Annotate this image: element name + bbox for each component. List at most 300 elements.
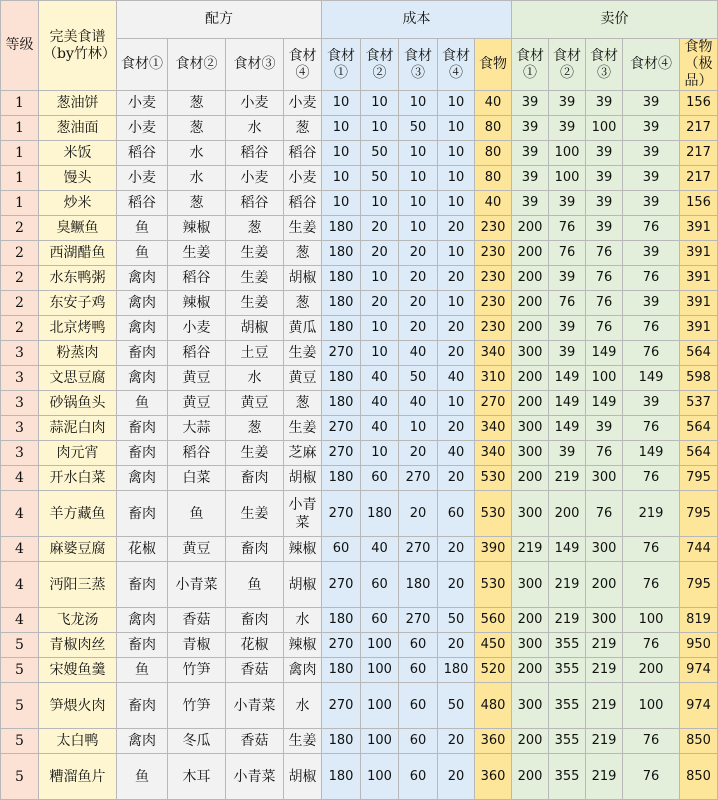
cell-recipe-ing-3: 生姜 (226, 266, 284, 291)
cell-level: 1 (1, 191, 39, 216)
cell-cost-ing-2: 60 (361, 466, 399, 491)
cell-recipe-ing-3: 葱 (226, 416, 284, 441)
cell-sell-ing-1: 39 (512, 191, 549, 216)
cell-sell-ing-1: 200 (512, 216, 549, 241)
cell-cost-ing-4: 20 (438, 537, 475, 562)
cell-cost-ing-1: 180 (322, 216, 361, 241)
cell-dish-name: 肉元宵 (39, 441, 117, 466)
cell-level: 5 (1, 683, 39, 729)
cell-cost-ing-1: 180 (322, 608, 361, 633)
cell-cost-ing-2: 10 (361, 341, 399, 366)
cell-cost-ing-1: 270 (322, 416, 361, 441)
cell-cost-ing-1: 10 (322, 141, 361, 166)
cell-level: 3 (1, 416, 39, 441)
cell-sell-premium: 156 (680, 191, 718, 216)
cell-recipe-ing-2: 白菜 (168, 466, 226, 491)
cell-cost-ing-3: 20 (399, 441, 438, 466)
cell-cost-ing-2: 20 (361, 291, 399, 316)
cell-sell-ing-3: 100 (586, 366, 623, 391)
cell-cost-food: 40 (475, 191, 512, 216)
cell-cost-food: 40 (475, 91, 512, 116)
table-row (1, 266, 718, 291)
cell-sell-ing-1: 300 (512, 562, 549, 608)
cell-sell-ing-4: 76 (623, 216, 680, 241)
table-row (1, 416, 718, 441)
cell-sell-ing-4: 76 (623, 633, 680, 658)
cell-recipe-ing-3: 小麦 (226, 91, 284, 116)
cell-sell-ing-3: 219 (586, 683, 623, 729)
header-recipe-ing-2: 食材② (168, 39, 226, 91)
cell-recipe-ing-1: 稻谷 (117, 191, 168, 216)
cell-sell-premium: 795 (680, 562, 718, 608)
cell-cost-ing-3: 10 (399, 166, 438, 191)
cell-cost-ing-3: 10 (399, 91, 438, 116)
cell-cost-ing-2: 20 (361, 241, 399, 266)
cell-cost-food: 80 (475, 116, 512, 141)
cell-sell-ing-4: 39 (623, 291, 680, 316)
cell-cost-ing-1: 270 (322, 633, 361, 658)
cell-sell-ing-4: 39 (623, 241, 680, 266)
cell-cost-food: 340 (475, 416, 512, 441)
cell-sell-ing-4: 76 (623, 466, 680, 491)
cell-cost-food: 360 (475, 729, 512, 754)
cell-sell-ing-2: 39 (549, 91, 586, 116)
cell-recipe-ing-2: 小麦 (168, 316, 226, 341)
header-sell-ing-1: 食材① (512, 39, 549, 91)
cell-recipe-ing-4: 葱 (284, 391, 322, 416)
cell-sell-ing-1: 200 (512, 658, 549, 683)
cell-dish-name: 宋嫂鱼羹 (39, 658, 117, 683)
cell-cost-ing-1: 270 (322, 491, 361, 537)
cell-sell-premium: 850 (680, 754, 718, 800)
cell-sell-ing-2: 39 (549, 441, 586, 466)
cell-sell-ing-1: 200 (512, 391, 549, 416)
cell-sell-ing-3: 219 (586, 729, 623, 754)
cell-cost-ing-4: 40 (438, 441, 475, 466)
cell-recipe-ing-4: 葱 (284, 116, 322, 141)
cell-sell-ing-2: 39 (549, 116, 586, 141)
cell-sell-ing-1: 200 (512, 754, 549, 800)
cell-cost-food: 340 (475, 341, 512, 366)
cell-dish-name: 太白鸭 (39, 729, 117, 754)
cell-level: 5 (1, 729, 39, 754)
table-row (1, 316, 718, 341)
cell-recipe-ing-2: 竹笋 (168, 683, 226, 729)
cell-dish-name: 水东鸭粥 (39, 266, 117, 291)
header-sell-premium: 食物（极品） (680, 39, 718, 91)
cell-cost-ing-3: 60 (399, 633, 438, 658)
cell-cost-ing-4: 20 (438, 341, 475, 366)
cell-dish-name: 葱油面 (39, 116, 117, 141)
cell-cost-ing-1: 270 (322, 683, 361, 729)
cell-level: 3 (1, 391, 39, 416)
cell-recipe-ing-4: 辣椒 (284, 537, 322, 562)
cell-sell-premium: 564 (680, 441, 718, 466)
cell-sell-ing-3: 300 (586, 466, 623, 491)
cell-recipe-ing-1: 禽肉 (117, 366, 168, 391)
cell-recipe-ing-4: 辣椒 (284, 633, 322, 658)
cell-recipe-ing-1: 鱼 (117, 216, 168, 241)
cell-sell-ing-2: 219 (549, 608, 586, 633)
cell-cost-ing-1: 10 (322, 191, 361, 216)
cell-recipe-ing-4: 生姜 (284, 216, 322, 241)
cell-recipe-ing-3: 稻谷 (226, 141, 284, 166)
header-cost-food: 食物 (475, 39, 512, 91)
cell-sell-ing-1: 300 (512, 491, 549, 537)
cell-recipe-ing-3: 畜肉 (226, 466, 284, 491)
cell-sell-ing-4: 76 (623, 416, 680, 441)
cell-cost-ing-4: 20 (438, 562, 475, 608)
cell-cost-ing-4: 50 (438, 608, 475, 633)
cell-cost-ing-1: 10 (322, 91, 361, 116)
cell-sell-ing-1: 39 (512, 166, 549, 191)
cell-recipe-ing-1: 禽肉 (117, 729, 168, 754)
cell-recipe-ing-1: 禽肉 (117, 266, 168, 291)
cell-recipe-ing-2: 竹笋 (168, 658, 226, 683)
cell-sell-ing-1: 200 (512, 291, 549, 316)
cell-recipe-ing-3: 小麦 (226, 166, 284, 191)
table-row (1, 366, 718, 391)
cell-cost-ing-2: 60 (361, 608, 399, 633)
cell-sell-premium: 564 (680, 341, 718, 366)
cell-cost-ing-2: 10 (361, 91, 399, 116)
cell-recipe-ing-4: 黄瓜 (284, 316, 322, 341)
cell-cost-ing-4: 50 (438, 683, 475, 729)
cell-level: 3 (1, 366, 39, 391)
cell-dish-name: 蒜泥白肉 (39, 416, 117, 441)
cell-cost-ing-4: 10 (438, 241, 475, 266)
cell-level: 1 (1, 166, 39, 191)
header-sell-ing-4: 食材④ (623, 39, 680, 91)
cell-cost-ing-4: 10 (438, 191, 475, 216)
cell-cost-ing-1: 180 (322, 754, 361, 800)
cell-cost-ing-3: 270 (399, 466, 438, 491)
cell-sell-ing-1: 300 (512, 683, 549, 729)
cell-sell-ing-1: 200 (512, 266, 549, 291)
cell-recipe-ing-4: 小青菜 (284, 491, 322, 537)
cell-cost-ing-3: 10 (399, 216, 438, 241)
cell-cost-ing-4: 10 (438, 166, 475, 191)
cell-recipe-ing-3: 畜肉 (226, 608, 284, 633)
cell-sell-ing-1: 200 (512, 729, 549, 754)
cell-sell-ing-2: 100 (549, 141, 586, 166)
cell-dish-name: 粉蒸肉 (39, 341, 117, 366)
table-row (1, 441, 718, 466)
cell-sell-ing-4: 39 (623, 391, 680, 416)
cell-cost-ing-3: 20 (399, 266, 438, 291)
cell-sell-ing-2: 39 (549, 316, 586, 341)
cell-recipe-ing-4: 水 (284, 683, 322, 729)
cell-recipe-ing-1: 禽肉 (117, 608, 168, 633)
cell-sell-ing-2: 76 (549, 291, 586, 316)
header-group-cost: 成本 (322, 1, 512, 39)
cell-cost-ing-2: 40 (361, 537, 399, 562)
cell-sell-premium: 564 (680, 416, 718, 441)
cell-cost-ing-3: 20 (399, 241, 438, 266)
cell-cost-ing-2: 40 (361, 366, 399, 391)
cell-cost-ing-1: 10 (322, 166, 361, 191)
cell-sell-premium: 598 (680, 366, 718, 391)
cell-level: 4 (1, 491, 39, 537)
cell-sell-ing-1: 39 (512, 141, 549, 166)
cell-cost-food: 390 (475, 537, 512, 562)
cell-sell-ing-3: 76 (586, 291, 623, 316)
table-row (1, 241, 718, 266)
cell-cost-ing-3: 20 (399, 291, 438, 316)
cell-sell-ing-3: 39 (586, 216, 623, 241)
cell-recipe-ing-4: 生姜 (284, 416, 322, 441)
cell-recipe-ing-4: 小麦 (284, 166, 322, 191)
cell-cost-ing-4: 10 (438, 116, 475, 141)
cell-recipe-ing-1: 禽肉 (117, 291, 168, 316)
cell-sell-ing-4: 76 (623, 316, 680, 341)
cell-recipe-ing-3: 生姜 (226, 291, 284, 316)
cell-recipe-ing-3: 生姜 (226, 491, 284, 537)
cell-sell-ing-1: 39 (512, 116, 549, 141)
cell-cost-ing-2: 10 (361, 316, 399, 341)
cell-recipe-ing-1: 鱼 (117, 391, 168, 416)
cell-recipe-ing-2: 鱼 (168, 491, 226, 537)
cell-cost-ing-3: 270 (399, 537, 438, 562)
header-cost-ing-1: 食材① (322, 39, 361, 91)
cell-sell-ing-2: 149 (549, 537, 586, 562)
cell-cost-ing-1: 180 (322, 291, 361, 316)
cell-recipe-ing-2: 辣椒 (168, 216, 226, 241)
cell-dish-name: 炒米 (39, 191, 117, 216)
cell-cost-ing-1: 270 (322, 562, 361, 608)
cell-sell-ing-2: 39 (549, 341, 586, 366)
cell-cost-ing-3: 40 (399, 341, 438, 366)
cell-cost-ing-3: 10 (399, 141, 438, 166)
cell-cost-ing-2: 100 (361, 754, 399, 800)
header-group-sell: 卖价 (512, 1, 718, 39)
header-row-groups (1, 1, 718, 39)
cell-cost-food: 230 (475, 316, 512, 341)
cell-cost-food: 230 (475, 291, 512, 316)
cell-level: 1 (1, 141, 39, 166)
cell-cost-ing-1: 180 (322, 729, 361, 754)
cell-sell-ing-3: 76 (586, 241, 623, 266)
cell-sell-ing-4: 76 (623, 754, 680, 800)
cell-sell-premium: 974 (680, 658, 718, 683)
cell-cost-ing-2: 100 (361, 729, 399, 754)
cell-recipe-ing-2: 稻谷 (168, 341, 226, 366)
table-row (1, 166, 718, 191)
cell-sell-ing-2: 76 (549, 241, 586, 266)
cell-sell-ing-3: 149 (586, 341, 623, 366)
cell-cost-ing-2: 40 (361, 416, 399, 441)
cell-recipe-ing-1: 花椒 (117, 537, 168, 562)
cell-recipe-ing-3: 香菇 (226, 658, 284, 683)
cell-sell-ing-3: 300 (586, 608, 623, 633)
cell-level: 4 (1, 537, 39, 562)
cell-cost-ing-1: 10 (322, 116, 361, 141)
cell-sell-ing-3: 76 (586, 316, 623, 341)
cell-sell-ing-3: 39 (586, 91, 623, 116)
cell-sell-ing-1: 300 (512, 441, 549, 466)
cell-recipe-ing-1: 禽肉 (117, 466, 168, 491)
cell-cost-food: 310 (475, 366, 512, 391)
cell-level: 2 (1, 291, 39, 316)
header-recipe-title: 完美食谱（by竹林） (39, 1, 117, 91)
cell-sell-ing-2: 219 (549, 562, 586, 608)
cell-sell-premium: 819 (680, 608, 718, 633)
cell-recipe-ing-4: 胡椒 (284, 466, 322, 491)
cell-sell-ing-4: 76 (623, 562, 680, 608)
cell-recipe-ing-4: 黄豆 (284, 366, 322, 391)
cell-recipe-ing-1: 稻谷 (117, 141, 168, 166)
cell-sell-ing-1: 200 (512, 241, 549, 266)
cell-recipe-ing-1: 畜肉 (117, 683, 168, 729)
cell-sell-premium: 974 (680, 683, 718, 729)
cell-cost-ing-2: 100 (361, 683, 399, 729)
cell-cost-food: 360 (475, 754, 512, 800)
cell-cost-ing-1: 180 (322, 241, 361, 266)
cell-dish-name: 笋煨火肉 (39, 683, 117, 729)
cell-dish-name: 馒头 (39, 166, 117, 191)
cell-sell-ing-2: 355 (549, 754, 586, 800)
cell-cost-ing-1: 180 (322, 658, 361, 683)
cell-recipe-ing-1: 畜肉 (117, 341, 168, 366)
cell-cost-ing-4: 40 (438, 366, 475, 391)
cell-dish-name: 青椒肉丝 (39, 633, 117, 658)
cell-level: 3 (1, 341, 39, 366)
cell-cost-ing-2: 20 (361, 216, 399, 241)
cell-sell-ing-3: 149 (586, 391, 623, 416)
cell-sell-premium: 391 (680, 216, 718, 241)
header-recipe-ing-1: 食材① (117, 39, 168, 91)
cell-sell-ing-3: 39 (586, 141, 623, 166)
cell-sell-ing-4: 100 (623, 608, 680, 633)
cell-sell-ing-2: 355 (549, 633, 586, 658)
cell-sell-ing-3: 76 (586, 441, 623, 466)
cell-sell-ing-2: 149 (549, 391, 586, 416)
table-row (1, 391, 718, 416)
cell-cost-ing-2: 100 (361, 658, 399, 683)
cell-recipe-ing-4: 稻谷 (284, 191, 322, 216)
cell-recipe-ing-1: 鱼 (117, 241, 168, 266)
cell-sell-ing-4: 76 (623, 729, 680, 754)
cell-sell-ing-2: 355 (549, 658, 586, 683)
cell-recipe-ing-4: 生姜 (284, 341, 322, 366)
table-row (1, 91, 718, 116)
cell-recipe-ing-2: 大蒜 (168, 416, 226, 441)
cell-sell-premium: 156 (680, 91, 718, 116)
header-recipe-ing-3: 食材③ (226, 39, 284, 91)
cell-dish-name: 羊方藏鱼 (39, 491, 117, 537)
cell-recipe-ing-1: 鱼 (117, 658, 168, 683)
cell-sell-ing-4: 219 (623, 491, 680, 537)
cell-sell-ing-4: 76 (623, 537, 680, 562)
cell-recipe-ing-2: 小青菜 (168, 562, 226, 608)
cell-level: 5 (1, 754, 39, 800)
cell-level: 2 (1, 216, 39, 241)
cell-recipe-ing-2: 辣椒 (168, 291, 226, 316)
cell-sell-ing-4: 39 (623, 166, 680, 191)
cell-cost-ing-4: 10 (438, 391, 475, 416)
cell-level: 4 (1, 608, 39, 633)
table-row (1, 729, 718, 754)
table-row (1, 216, 718, 241)
cell-dish-name: 砂锅鱼头 (39, 391, 117, 416)
cell-recipe-ing-4: 小麦 (284, 91, 322, 116)
cell-recipe-ing-4: 水 (284, 608, 322, 633)
cell-sell-ing-3: 219 (586, 633, 623, 658)
cell-cost-ing-2: 10 (361, 116, 399, 141)
cell-dish-name: 糟溜鱼片 (39, 754, 117, 800)
cell-recipe-ing-4: 葱 (284, 241, 322, 266)
cell-sell-premium: 217 (680, 116, 718, 141)
cell-level: 1 (1, 116, 39, 141)
cell-dish-name: 葱油饼 (39, 91, 117, 116)
cell-dish-name: 沔阳三蒸 (39, 562, 117, 608)
cell-recipe-ing-2: 水 (168, 166, 226, 191)
cell-recipe-ing-1: 禽肉 (117, 316, 168, 341)
cell-cost-ing-3: 60 (399, 658, 438, 683)
cell-recipe-ing-4: 葱 (284, 291, 322, 316)
table-row (1, 141, 718, 166)
cell-recipe-ing-2: 生姜 (168, 241, 226, 266)
cell-cost-ing-1: 270 (322, 341, 361, 366)
cell-sell-ing-2: 39 (549, 191, 586, 216)
cell-recipe-ing-3: 土豆 (226, 341, 284, 366)
cell-sell-ing-2: 200 (549, 491, 586, 537)
cell-sell-ing-2: 355 (549, 729, 586, 754)
cell-recipe-ing-3: 生姜 (226, 441, 284, 466)
cell-level: 1 (1, 91, 39, 116)
cell-sell-ing-1: 200 (512, 316, 549, 341)
cell-cost-ing-3: 10 (399, 191, 438, 216)
cell-cost-ing-1: 180 (322, 366, 361, 391)
cell-cost-ing-4: 20 (438, 466, 475, 491)
cell-cost-ing-3: 60 (399, 683, 438, 729)
cell-cost-ing-3: 40 (399, 391, 438, 416)
cell-sell-ing-2: 219 (549, 466, 586, 491)
cell-cost-ing-1: 60 (322, 537, 361, 562)
cell-recipe-ing-3: 小青菜 (226, 754, 284, 800)
cell-dish-name: 开水白菜 (39, 466, 117, 491)
cell-recipe-ing-1: 畜肉 (117, 491, 168, 537)
cell-level: 2 (1, 266, 39, 291)
cell-level: 4 (1, 562, 39, 608)
cell-recipe-ing-1: 小麦 (117, 166, 168, 191)
cell-cost-food: 340 (475, 441, 512, 466)
cell-recipe-ing-3: 花椒 (226, 633, 284, 658)
cell-sell-ing-1: 200 (512, 608, 549, 633)
cell-sell-ing-3: 200 (586, 562, 623, 608)
cell-sell-ing-2: 100 (549, 166, 586, 191)
cell-cost-food: 270 (475, 391, 512, 416)
cell-cost-ing-1: 270 (322, 441, 361, 466)
table-row (1, 608, 718, 633)
cell-sell-ing-4: 39 (623, 116, 680, 141)
cell-sell-ing-4: 76 (623, 266, 680, 291)
cell-recipe-ing-1: 鱼 (117, 754, 168, 800)
header-cost-ing-2: 食材② (361, 39, 399, 91)
cell-sell-premium: 795 (680, 466, 718, 491)
cell-cost-food: 480 (475, 683, 512, 729)
table-row (1, 291, 718, 316)
cell-cost-ing-2: 50 (361, 141, 399, 166)
cell-recipe-ing-2: 葱 (168, 91, 226, 116)
cell-cost-ing-1: 180 (322, 266, 361, 291)
cell-recipe-ing-2: 稻谷 (168, 441, 226, 466)
cell-recipe-ing-3: 水 (226, 366, 284, 391)
cell-cost-food: 530 (475, 562, 512, 608)
cell-sell-ing-2: 76 (549, 216, 586, 241)
cell-cost-ing-1: 180 (322, 316, 361, 341)
cell-sell-ing-3: 219 (586, 754, 623, 800)
